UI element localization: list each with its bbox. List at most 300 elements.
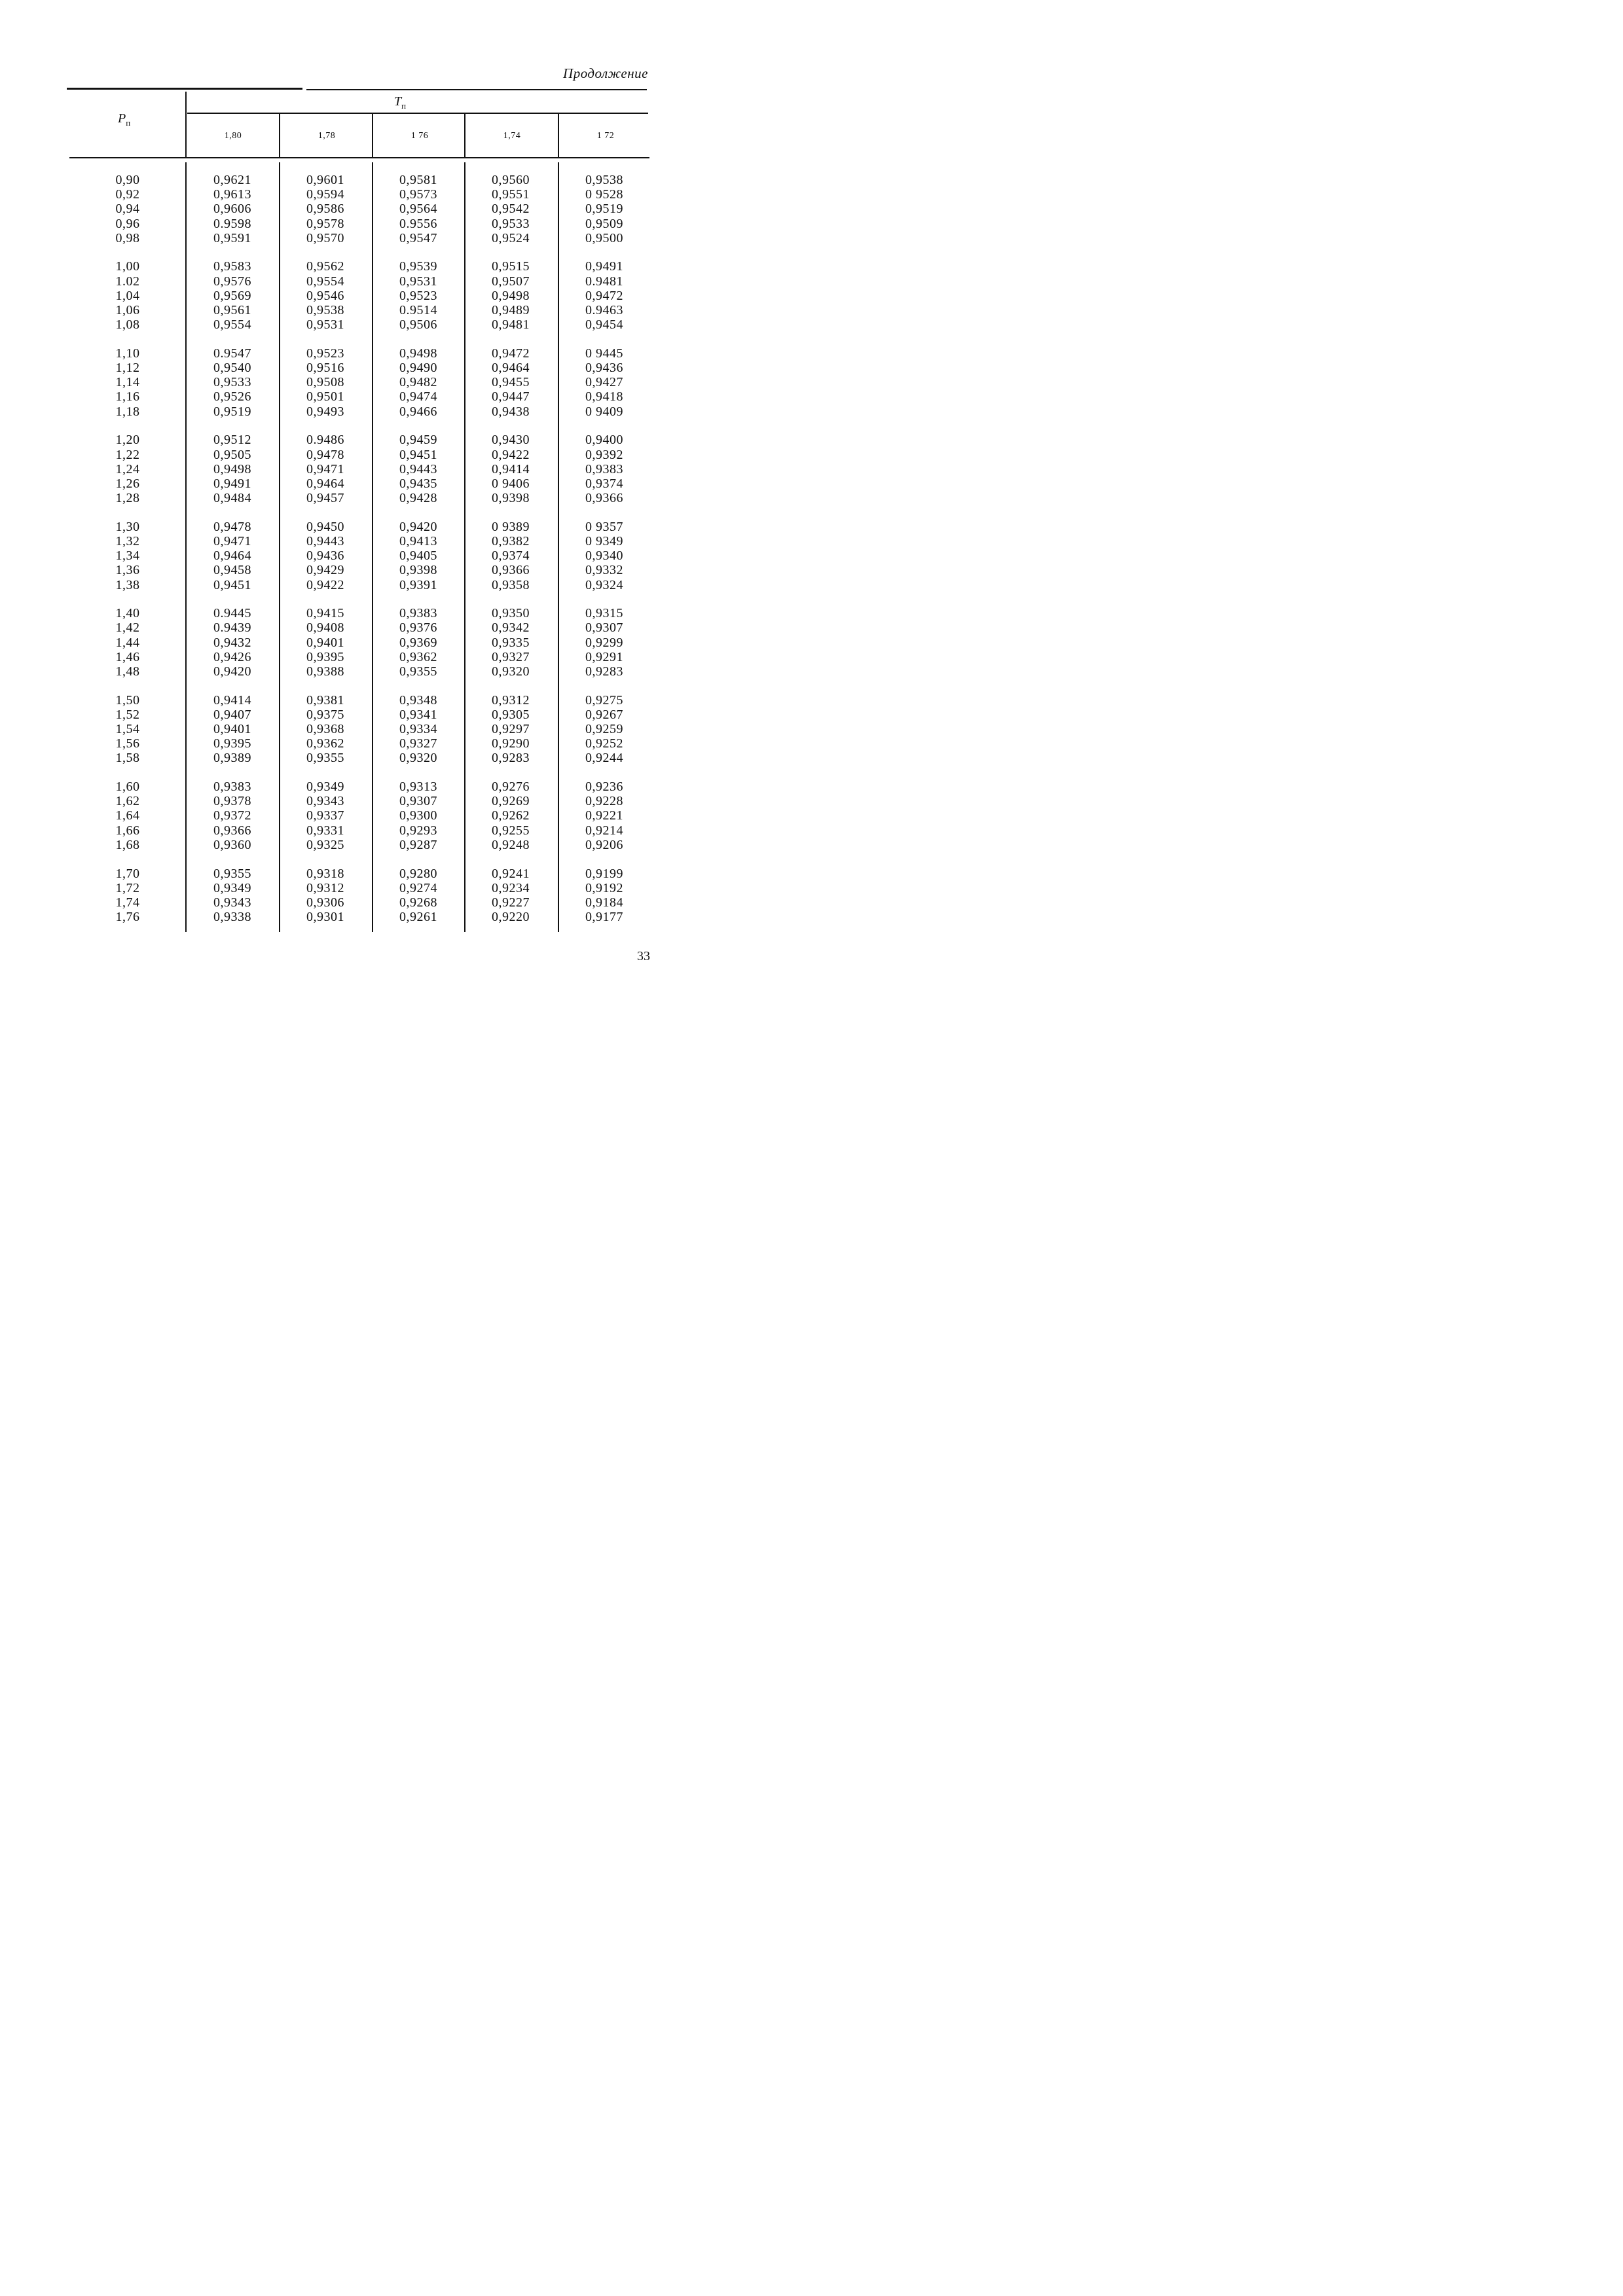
value-cell: 0,9177 — [585, 910, 623, 925]
table-body — [65, 173, 648, 939]
row-group — [65, 259, 648, 332]
value-cell: 0,9349 — [213, 880, 251, 895]
value-cell: 0,9432 — [213, 635, 251, 650]
value-cell: 0,9261 — [399, 910, 437, 925]
pressure-cell: 0,90 — [115, 173, 140, 187]
value-cell: 0,9422 — [306, 577, 344, 592]
row-header-label — [118, 111, 130, 128]
value-cell: 0,9482 — [399, 375, 437, 390]
value-cell: 0,9362 — [399, 649, 437, 664]
column-group-subscript: п — [401, 101, 407, 111]
value-cell: 0,9290 — [492, 736, 530, 751]
value-cell: 0,9601 — [306, 173, 344, 187]
value-cell: 0,9493 — [306, 404, 344, 419]
value-cell: 0,9300 — [399, 808, 437, 823]
value-cell: 0,9581 — [399, 173, 437, 187]
value-cell: 0,9395 — [306, 649, 344, 664]
value-cell: 0,9508 — [306, 375, 344, 390]
pressure-cell: 1,16 — [115, 389, 140, 404]
value-cell: 0,9573 — [399, 187, 437, 202]
value-cell: 0,9436 — [585, 361, 623, 376]
table-row — [65, 476, 648, 491]
pressure-cell: 1,00 — [115, 259, 140, 274]
table-row — [65, 867, 648, 881]
value-cell: 0.9514 — [399, 303, 437, 317]
value-cell: 0,9372 — [213, 808, 251, 823]
value-cell: 0,9220 — [492, 910, 530, 925]
pressure-cell: 1,10 — [115, 346, 140, 361]
value-cell: 0,9515 — [492, 259, 530, 274]
pressure-cell: 1,46 — [115, 649, 140, 664]
value-cell: 0,9375 — [306, 707, 344, 722]
value-cell: 0,9576 — [213, 274, 251, 289]
pressure-cell: 1,30 — [115, 519, 140, 534]
row-group — [65, 173, 648, 245]
value-cell: 0,9498 — [399, 346, 437, 361]
value-cell: 0,9459 — [399, 433, 437, 448]
table-row — [65, 375, 648, 389]
header-divider — [185, 92, 187, 157]
value-cell: 0,9267 — [585, 707, 623, 722]
value-cell: 0,9221 — [585, 808, 623, 823]
pressure-cell: 1,06 — [115, 303, 140, 317]
value-cell: 0,9234 — [492, 880, 530, 895]
pressure-cell: 1,22 — [115, 447, 140, 462]
value-cell: 0,9391 — [399, 577, 437, 592]
column-group-rule — [187, 113, 648, 114]
value-cell: 0,9560 — [492, 173, 530, 187]
value-cell: 0,9395 — [213, 736, 251, 751]
value-cell: 0,9401 — [213, 722, 251, 736]
value-cell: 0,9374 — [492, 548, 530, 564]
value-cell: 0,9228 — [585, 794, 623, 809]
value-cell: 0,9578 — [306, 216, 344, 231]
value-cell: 0.9463 — [585, 303, 623, 317]
pressure-cell: 1,48 — [115, 664, 140, 679]
value-cell: 0,9374 — [585, 476, 623, 491]
row-group — [65, 606, 648, 679]
value-cell: 0,9366 — [213, 823, 251, 838]
table-row — [65, 259, 648, 274]
table-row — [65, 808, 648, 823]
value-cell: 0,9392 — [585, 447, 623, 462]
row-group — [65, 693, 648, 766]
pressure-cell: 1,52 — [115, 707, 140, 722]
value-cell: 0,9408 — [306, 620, 344, 636]
value-cell: 0,9287 — [399, 837, 437, 852]
table-row — [65, 361, 648, 375]
table-row — [65, 534, 648, 548]
value-cell: 0,9368 — [306, 722, 344, 736]
pressure-cell: 1,08 — [115, 317, 140, 332]
pressure-cell: 0,96 — [115, 216, 140, 231]
value-cell: 0,9291 — [585, 649, 623, 664]
pressure-cell: 1,54 — [115, 722, 140, 736]
pressure-cell: 1,20 — [115, 433, 140, 448]
value-cell: 0,9355 — [306, 751, 344, 766]
value-cell: 0,9320 — [492, 664, 530, 679]
table-top-rule-left — [67, 88, 302, 90]
value-cell: 0,9436 — [306, 548, 344, 564]
page-number: 33 — [637, 949, 650, 963]
value-cell: 0,9451 — [399, 447, 437, 462]
value-cell: 0 9406 — [492, 476, 530, 491]
value-cell: 0,9450 — [306, 519, 344, 534]
pressure-cell: 1,76 — [115, 910, 140, 925]
row-group — [65, 520, 648, 592]
value-cell: 0,9280 — [399, 866, 437, 881]
table-top-rule-right — [306, 89, 647, 90]
table-row — [65, 722, 648, 736]
value-cell: 0,9551 — [492, 187, 530, 202]
value-cell: 0,9538 — [306, 303, 344, 317]
value-cell: 0,9491 — [213, 476, 251, 491]
value-cell: 0,9389 — [213, 751, 251, 766]
table-row — [65, 693, 648, 708]
value-cell: 0,9512 — [213, 433, 251, 448]
table-row — [65, 202, 648, 216]
row-header-symbol: P — [118, 111, 126, 126]
value-cell: 0,9199 — [585, 866, 623, 881]
pressure-cell: 1.02 — [115, 274, 140, 289]
value-cell: 0,9331 — [306, 823, 344, 838]
value-cell: 0,9539 — [399, 259, 437, 274]
column-header: 1,78 — [318, 131, 336, 141]
table-row — [65, 620, 648, 635]
value-cell: 0,9489 — [492, 303, 530, 317]
value-cell: 0,9606 — [213, 202, 251, 217]
value-cell: 0,9400 — [585, 433, 623, 448]
value-cell: 0,9252 — [585, 736, 623, 751]
value-cell: 0,9414 — [213, 692, 251, 708]
value-cell: 0,9519 — [213, 404, 251, 419]
pressure-cell: 1,34 — [115, 548, 140, 564]
value-cell: 0,9312 — [492, 692, 530, 708]
value-cell: 0,9315 — [585, 606, 623, 621]
value-cell: 0,9554 — [306, 274, 344, 289]
value-cell: 0,9422 — [492, 447, 530, 462]
pressure-cell: 1,72 — [115, 880, 140, 895]
pressure-cell: 1,74 — [115, 895, 140, 910]
value-cell: 0,9524 — [492, 230, 530, 245]
value-cell: 0,9184 — [585, 895, 623, 910]
table-row — [65, 462, 648, 476]
table-row — [65, 389, 648, 404]
value-cell: 0,9293 — [399, 823, 437, 838]
value-cell: 0,9318 — [306, 866, 344, 881]
value-cell: 0,9369 — [399, 635, 437, 650]
pressure-cell: 1,68 — [115, 837, 140, 852]
pressure-cell: 1,14 — [115, 375, 140, 390]
table-row — [65, 173, 648, 187]
value-cell: 0,9531 — [306, 317, 344, 332]
value-cell: 0,9458 — [213, 563, 251, 578]
value-cell: 0,9472 — [492, 346, 530, 361]
value-cell: 0,9320 — [399, 751, 437, 766]
pressure-cell: 1,12 — [115, 361, 140, 376]
value-cell: 0,9407 — [213, 707, 251, 722]
value-cell: 0,9306 — [306, 895, 344, 910]
value-cell: 0,9464 — [306, 476, 344, 491]
value-cell: 0,9474 — [399, 389, 437, 404]
value-cell: 0,9481 — [492, 317, 530, 332]
value-cell: 0,9506 — [399, 317, 437, 332]
value-cell: 0,9299 — [585, 635, 623, 650]
column-header: 1,74 — [503, 131, 521, 141]
column-group-label — [394, 94, 406, 111]
pressure-cell: 1,42 — [115, 620, 140, 636]
pressure-cell: 1,04 — [115, 288, 140, 303]
value-cell: 0,9562 — [306, 259, 344, 274]
value-cell: 0,9569 — [213, 288, 251, 303]
value-cell: 0,9360 — [213, 837, 251, 852]
value-cell: 0,9500 — [585, 230, 623, 245]
value-cell: 0,9451 — [213, 577, 251, 592]
value-cell: 0,9283 — [492, 751, 530, 766]
table-row — [65, 823, 648, 838]
pressure-cell: 0,94 — [115, 202, 140, 217]
value-cell: 0,9342 — [492, 620, 530, 636]
value-cell: 0,9438 — [492, 404, 530, 419]
value-cell: 0,9454 — [585, 317, 623, 332]
value-cell: 0,9262 — [492, 808, 530, 823]
value-cell: 0,9484 — [213, 491, 251, 506]
pressure-cell: 1,50 — [115, 692, 140, 708]
pressure-cell: 0,98 — [115, 230, 140, 245]
value-cell: 0,9275 — [585, 692, 623, 708]
pressure-cell: 1,18 — [115, 404, 140, 419]
pressure-cell: 1,60 — [115, 780, 140, 795]
table-row — [65, 231, 648, 245]
value-cell: 0,9312 — [306, 880, 344, 895]
pressure-cell: 1,62 — [115, 794, 140, 809]
table-row — [65, 910, 648, 924]
value-cell: 0,9192 — [585, 880, 623, 895]
value-cell: 0,9427 — [585, 375, 623, 390]
value-cell: 0,9268 — [399, 895, 437, 910]
value-cell: 0,9355 — [213, 866, 251, 881]
value-cell: 0,9324 — [585, 577, 623, 592]
value-cell: 0,9457 — [306, 491, 344, 506]
value-cell: 0.9598 — [213, 216, 251, 231]
value-cell: 0,9338 — [213, 910, 251, 925]
value-cell: 0,9478 — [213, 519, 251, 534]
table-row — [65, 404, 648, 419]
value-cell: 0,9350 — [492, 606, 530, 621]
table-row — [65, 736, 648, 751]
value-cell: 0,9505 — [213, 447, 251, 462]
value-cell: 0,9343 — [213, 895, 251, 910]
value-cell: 0,9426 — [213, 649, 251, 664]
value-cell: 0,9523 — [306, 346, 344, 361]
value-cell: 0,9405 — [399, 548, 437, 564]
value-cell: 0,9381 — [306, 692, 344, 708]
table-row — [65, 289, 648, 303]
value-cell: 0,9509 — [585, 216, 623, 231]
value-cell: 0,9443 — [399, 461, 437, 476]
table-row — [65, 606, 648, 620]
value-cell: 0,9244 — [585, 751, 623, 766]
value-cell: 0,9398 — [492, 491, 530, 506]
value-cell: 0,9447 — [492, 389, 530, 404]
pressure-cell: 1,70 — [115, 866, 140, 881]
value-cell: 0 9349 — [585, 533, 623, 548]
pressure-cell: 1,32 — [115, 533, 140, 548]
value-cell: 0,9413 — [399, 533, 437, 548]
value-cell: 0,9435 — [399, 476, 437, 491]
value-cell: 0,9269 — [492, 794, 530, 809]
pressure-cell: 1,38 — [115, 577, 140, 592]
table-row — [65, 708, 648, 722]
value-cell: 0,9348 — [399, 692, 437, 708]
table-row — [65, 794, 648, 808]
value-cell: 0,9533 — [492, 216, 530, 231]
table-row — [65, 274, 648, 289]
value-cell: 0,9327 — [492, 649, 530, 664]
value-cell: 0.9556 — [399, 216, 437, 231]
value-cell: 0,9337 — [306, 808, 344, 823]
value-cell: 0,9340 — [585, 548, 623, 564]
value-cell: 0,9255 — [492, 823, 530, 838]
value-cell: 0,9241 — [492, 866, 530, 881]
value-cell: 0.9481 — [585, 274, 623, 289]
value-cell: 0,9307 — [399, 794, 437, 809]
value-cell: 0,9498 — [492, 288, 530, 303]
value-cell: 0,9414 — [492, 461, 530, 476]
value-cell: 0,9561 — [213, 303, 251, 317]
value-cell: 0,9332 — [585, 563, 623, 578]
value-cell: 0,9248 — [492, 837, 530, 852]
value-cell: 0,9540 — [213, 361, 251, 376]
value-cell: 0,9383 — [213, 780, 251, 795]
value-cell: 0,9398 — [399, 563, 437, 578]
value-cell: 0,9466 — [399, 404, 437, 419]
value-cell: 0,9401 — [306, 635, 344, 650]
value-cell: 0.9547 — [213, 346, 251, 361]
value-cell: 0,9415 — [306, 606, 344, 621]
value-cell: 0,9341 — [399, 707, 437, 722]
table-row — [65, 895, 648, 910]
pressure-cell: 1,24 — [115, 461, 140, 476]
row-group — [65, 346, 648, 419]
value-cell: 0,9366 — [492, 563, 530, 578]
pressure-cell: 1,40 — [115, 606, 140, 621]
pressure-cell: 1,36 — [115, 563, 140, 578]
table-row — [65, 636, 648, 650]
value-cell: 0,9206 — [585, 837, 623, 852]
table-row — [65, 578, 648, 592]
value-cell: 0,9554 — [213, 317, 251, 332]
row-group — [65, 780, 648, 852]
value-cell: 0,9343 — [306, 794, 344, 809]
pressure-cell: 1,56 — [115, 736, 140, 751]
table-row — [65, 520, 648, 534]
value-cell: 0,9335 — [492, 635, 530, 650]
value-cell: 0,9366 — [585, 491, 623, 506]
header-bottom-rule — [69, 157, 649, 158]
value-cell: 0,9227 — [492, 895, 530, 910]
value-cell: 0,9586 — [306, 202, 344, 217]
table-row — [65, 448, 648, 462]
table-row — [65, 751, 648, 765]
value-cell: 0,9464 — [492, 361, 530, 376]
value-cell: 0.9445 — [213, 606, 251, 621]
column-header: 1 72 — [596, 131, 615, 141]
value-cell: 0.9486 — [306, 433, 344, 448]
value-cell: 0,9542 — [492, 202, 530, 217]
value-cell: 0 9409 — [585, 404, 623, 419]
value-cell: 0,9621 — [213, 173, 251, 187]
value-cell: 0,9274 — [399, 880, 437, 895]
pressure-cell: 1,26 — [115, 476, 140, 491]
pressure-cell: 1,66 — [115, 823, 140, 838]
value-cell: 0,9471 — [213, 533, 251, 548]
value-cell: 0,9349 — [306, 780, 344, 795]
value-cell: 0,9420 — [213, 664, 251, 679]
value-cell: 0,9583 — [213, 259, 251, 274]
value-cell: 0,9591 — [213, 230, 251, 245]
table-row — [65, 563, 648, 577]
value-cell: 0,9471 — [306, 461, 344, 476]
value-cell: 0,9472 — [585, 288, 623, 303]
value-cell: 0,9443 — [306, 533, 344, 548]
table-row — [65, 838, 648, 852]
value-cell: 0,9613 — [213, 187, 251, 202]
value-cell: 0,9538 — [585, 173, 623, 187]
value-cell: 0,9327 — [399, 736, 437, 751]
value-cell: 0,9325 — [306, 837, 344, 852]
value-cell: 0,9531 — [399, 274, 437, 289]
value-cell: 0,9214 — [585, 823, 623, 838]
value-cell: 0,9546 — [306, 288, 344, 303]
pressure-cell: 1,28 — [115, 491, 140, 506]
value-cell: 0,9418 — [585, 389, 623, 404]
value-cell: 0,9307 — [585, 620, 623, 636]
value-cell: 0,9259 — [585, 722, 623, 736]
value-cell: 0,9501 — [306, 389, 344, 404]
value-cell: 0,9276 — [492, 780, 530, 795]
value-cell: 0,9455 — [492, 375, 530, 390]
table-row — [65, 664, 648, 679]
table-row — [65, 217, 648, 231]
table-row — [65, 780, 648, 794]
value-cell: 0,9523 — [399, 288, 437, 303]
value-cell: 0,9547 — [399, 230, 437, 245]
table-row — [65, 491, 648, 505]
value-cell: 0,9570 — [306, 230, 344, 245]
pressure-cell: 1,58 — [115, 751, 140, 766]
table-row — [65, 303, 648, 317]
value-cell: 0,9236 — [585, 780, 623, 795]
value-cell: 0,9358 — [492, 577, 530, 592]
value-cell: 0,9428 — [399, 491, 437, 506]
table-row — [65, 650, 648, 664]
value-cell: 0,9478 — [306, 447, 344, 462]
value-cell: 0,9491 — [585, 259, 623, 274]
value-cell: 0,9516 — [306, 361, 344, 376]
row-header-subscript: п — [126, 118, 131, 128]
value-cell: 0,9383 — [585, 461, 623, 476]
continued-label: Продолжение — [563, 65, 648, 81]
value-cell: 0,9382 — [492, 533, 530, 548]
value-cell: 0,9378 — [213, 794, 251, 809]
column-header: 1,80 — [224, 131, 242, 141]
table-row — [65, 548, 648, 563]
value-cell: 0,9305 — [492, 707, 530, 722]
pressure-cell: 1,64 — [115, 808, 140, 823]
pressure-cell: 0,92 — [115, 187, 140, 202]
value-cell: 0,9429 — [306, 563, 344, 578]
